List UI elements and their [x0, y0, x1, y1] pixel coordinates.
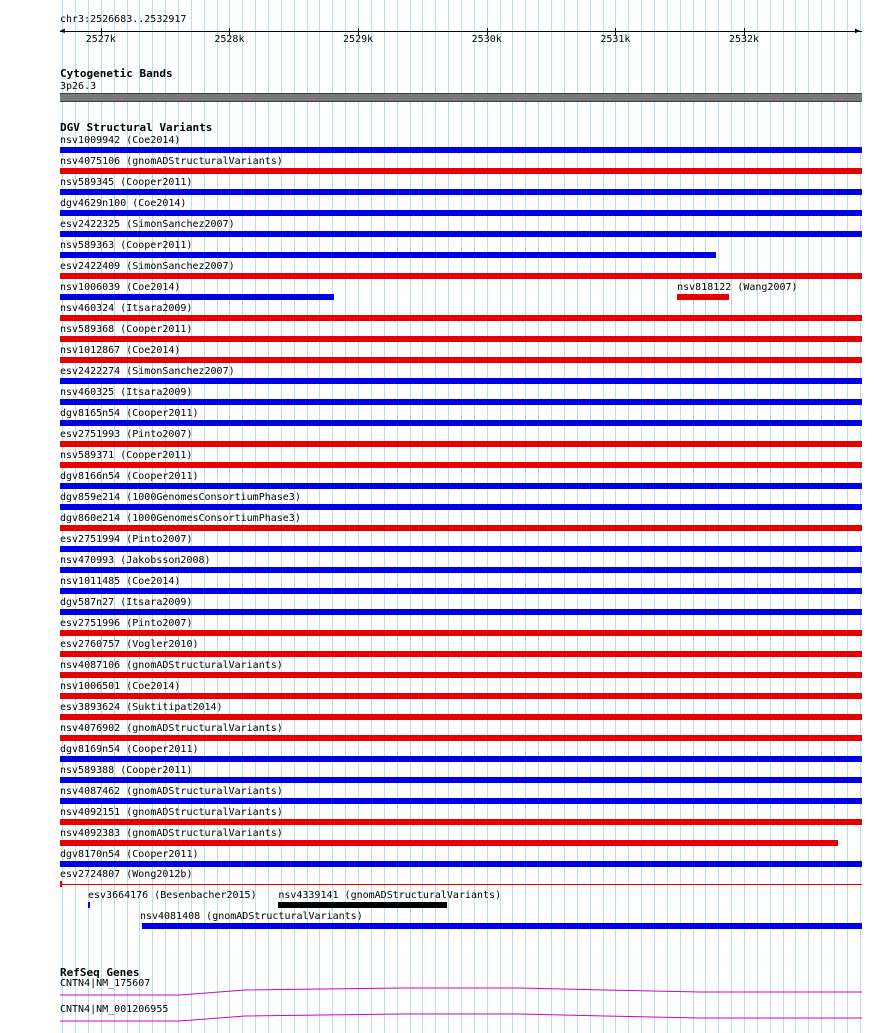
variant-id: nsv4076902: [60, 723, 121, 734]
variant-study: (gnomADStructuralVariants): [200, 911, 363, 922]
grid-line: [654, 0, 655, 1033]
variant-id: nsv589388: [60, 765, 115, 776]
grid-line: [667, 0, 668, 1033]
variant-label[interactable]: [60, 828, 283, 839]
variant-label[interactable]: [60, 681, 180, 692]
variant-study: (Suktitipat2014): [120, 702, 223, 713]
variant-study: (Cooper2011): [114, 177, 193, 188]
variant-id: nsv460324: [60, 303, 115, 314]
variant-label[interactable]: [140, 911, 363, 922]
variant-label[interactable]: [60, 723, 283, 734]
variant-id: nsv589368: [60, 324, 115, 335]
variant-study: (Coe2014): [120, 681, 181, 692]
variant-id: dgv8169n54: [60, 744, 121, 755]
variant-bar[interactable]: [278, 902, 447, 908]
variant-id: nsv4081408: [139, 911, 201, 922]
variant-id: dgv860e214: [60, 513, 121, 524]
gene-intron-path: [60, 988, 862, 995]
grid-line: [770, 0, 771, 1033]
gene-label[interactable]: CNTN4|NM_001206955: [60, 1004, 169, 1015]
variant-id: nsv589371: [60, 450, 115, 461]
variant-id: esv2751994: [60, 534, 121, 545]
variant-bar[interactable]: [60, 861, 862, 867]
variant-id: dgv8165n54: [60, 408, 121, 419]
grid-line: [731, 0, 732, 1033]
gene-intron-line[interactable]: [0, 986, 890, 1000]
variant-study: (Cooper2011): [120, 408, 199, 419]
variant-bar[interactable]: [60, 378, 862, 384]
variant-label[interactable]: [60, 135, 180, 146]
variant-bar[interactable]: [60, 441, 862, 447]
variant-label[interactable]: [60, 555, 211, 566]
variant-bar[interactable]: [60, 189, 862, 195]
variant-study: (SimonSanchez2007): [120, 366, 235, 377]
variant-id: nsv1006039: [60, 282, 121, 293]
grid-line: [808, 0, 809, 1033]
grid-line: [834, 0, 835, 1033]
variant-label[interactable]: [60, 345, 180, 356]
variant-label[interactable]: [60, 282, 180, 293]
gene-intron-path: [60, 1014, 862, 1021]
grid-line: [718, 0, 719, 1033]
variant-id: dgv8166n54: [60, 471, 121, 482]
grid-line: [680, 0, 681, 1033]
variant-label[interactable]: [60, 219, 235, 230]
variant-id: nsv589345: [60, 177, 115, 188]
grid-line: [345, 0, 346, 1033]
variant-id: esv2760757: [60, 639, 121, 650]
variant-id: esv2422325: [60, 219, 121, 230]
variant-study: (gnomADStructuralVariants): [338, 890, 502, 901]
variant-bar[interactable]: [60, 168, 862, 174]
variant-id: nsv1011485: [60, 576, 121, 587]
variant-study: (gnomADStructuralVariants): [120, 660, 283, 671]
ruler-tick-label: 2528k: [214, 34, 245, 45]
grid-line: [307, 0, 308, 1033]
ruler-axis: [60, 31, 862, 32]
variant-bar[interactable]: [60, 294, 334, 300]
variant-label[interactable]: [60, 639, 199, 650]
variant-label[interactable]: [60, 660, 283, 671]
variant-label[interactable]: [60, 492, 301, 503]
variant-study: (Coe2014): [120, 576, 181, 587]
variant-study: (gnomADStructuralVariants): [120, 828, 283, 839]
variant-label[interactable]: [60, 429, 192, 440]
variant-study: (SimonSanchez2007): [120, 261, 235, 272]
variant-id: nsv589363: [60, 240, 115, 251]
variant-bar[interactable]: [88, 902, 90, 908]
variant-bar[interactable]: [60, 609, 862, 615]
variant-bar[interactable]: [60, 420, 862, 426]
variant-label[interactable]: [60, 471, 199, 482]
variant-label[interactable]: [60, 408, 199, 419]
variant-bar[interactable]: [677, 294, 728, 300]
ruler-tick-label: 2530k: [471, 34, 502, 45]
variant-label[interactable]: [88, 890, 257, 901]
variant-study: (Itsara2009): [114, 387, 193, 398]
variant-label[interactable]: [60, 198, 186, 209]
variant-study: (Coe2014): [126, 198, 187, 209]
variant-study: (Itsara2009): [114, 303, 193, 314]
dgv-track-title: DGV Structural Variants: [60, 121, 213, 134]
variant-id: nsv470993: [60, 555, 115, 566]
variant-bar[interactable]: [60, 483, 862, 489]
variant-study: (Wong2012b): [120, 869, 193, 880]
variant-study: (Coe2014): [120, 135, 181, 146]
variant-id: esv3893624: [60, 702, 121, 713]
grid-line: [371, 0, 372, 1033]
variant-bar[interactable]: [60, 252, 716, 258]
variant-id: dgv8170n54: [60, 849, 121, 860]
variant-label[interactable]: [60, 744, 199, 755]
variant-bar[interactable]: [60, 315, 862, 321]
grid-line: [500, 0, 501, 1033]
variant-study: (Cooper2011): [114, 450, 193, 461]
grid-line: [590, 0, 591, 1033]
grid-line: [783, 0, 784, 1033]
variant-label[interactable]: [677, 282, 797, 293]
variant-label[interactable]: [60, 177, 192, 188]
variant-label[interactable]: [60, 366, 235, 377]
grid-line: [525, 0, 526, 1033]
variant-label[interactable]: [60, 765, 192, 776]
variant-bar[interactable]: [60, 210, 862, 216]
variant-bar[interactable]: [60, 546, 862, 552]
variant-study: (Cooper2011): [114, 765, 193, 776]
variant-label[interactable]: [60, 303, 192, 314]
variant-study: (Coe2014): [120, 282, 181, 293]
variant-id: dgv859e214: [60, 492, 121, 503]
variant-bar[interactable]: [60, 588, 862, 594]
variant-id: nsv4339141: [278, 890, 339, 901]
variant-id: nsv4092151: [60, 807, 121, 818]
grid-line: [860, 0, 861, 1033]
grid-line: [577, 0, 578, 1033]
variant-id: nsv4087106: [60, 660, 121, 671]
variant-bar[interactable]: [60, 357, 862, 363]
grid-line: [487, 0, 488, 1033]
variant-id: esv2422274: [60, 366, 121, 377]
variant-bar[interactable]: [60, 336, 862, 342]
variant-label[interactable]: [60, 786, 283, 797]
variant-id: nsv1009942: [60, 135, 121, 146]
variant-bar[interactable]: [60, 147, 862, 153]
grid-line: [628, 0, 629, 1033]
variant-bar[interactable]: [60, 399, 862, 405]
cytoband-track-title: Cytogenetic Bands: [60, 67, 173, 80]
variant-bar[interactable]: [60, 567, 862, 573]
ruler: [60, 0, 862, 50]
variant-label[interactable]: [60, 240, 192, 251]
variant-id: nsv1012867: [60, 345, 121, 356]
grid-line: [397, 0, 398, 1033]
variant-id: dgv4629n100: [60, 198, 127, 209]
grid-line: [435, 0, 436, 1033]
variant-label[interactable]: [60, 261, 235, 272]
grid-line: [564, 0, 565, 1033]
gene-label[interactable]: CNTN4|NM_175607: [60, 978, 151, 989]
variant-bar[interactable]: [60, 672, 862, 678]
variant-study: (Vogler2010): [120, 639, 199, 650]
variant-label[interactable]: [60, 702, 223, 713]
grid-line: [384, 0, 385, 1033]
grid-line: [461, 0, 462, 1033]
variant-id: nsv818122: [677, 282, 732, 293]
grid-line: [603, 0, 604, 1033]
grid-line: [332, 0, 333, 1033]
variant-study: (gnomADStructuralVariants): [120, 786, 283, 797]
variant-label[interactable]: [278, 890, 501, 901]
variant-bar[interactable]: [60, 231, 862, 237]
variant-id: nsv460325: [60, 387, 115, 398]
cytoband-label: 3p26.3: [60, 81, 97, 92]
variant-label[interactable]: [60, 387, 192, 398]
variant-label[interactable]: [60, 807, 283, 818]
variant-bar[interactable]: [60, 273, 862, 279]
variant-id: esv2422409: [60, 261, 121, 272]
ruler-tick-label: 2527k: [85, 34, 116, 45]
variant-bar[interactable]: [60, 630, 862, 636]
variant-label[interactable]: [60, 576, 180, 587]
grid-line: [319, 0, 320, 1033]
grid-line: [474, 0, 475, 1033]
variant-bar[interactable]: [60, 714, 862, 720]
variant-label[interactable]: [60, 869, 192, 880]
variant-study: (Pinto2007): [120, 429, 193, 440]
variant-study: (Cooper2011): [114, 324, 193, 335]
variant-id: nsv1006501: [60, 681, 121, 692]
grid-line: [795, 0, 796, 1033]
grid-line: [512, 0, 513, 1033]
variant-bar[interactable]: [60, 798, 862, 804]
ruler-tick-label: 2531k: [600, 34, 631, 45]
variant-bar[interactable]: [60, 756, 862, 762]
variant-bar[interactable]: [60, 819, 862, 825]
variant-label[interactable]: [60, 156, 283, 167]
grid-line: [821, 0, 822, 1033]
variant-study: (Cooper2011): [120, 849, 199, 860]
grid-line: [410, 0, 411, 1033]
variant-bar[interactable]: [60, 651, 862, 657]
ruler-tick-label: 2529k: [343, 34, 374, 45]
variant-study: (Jakobsson2008): [114, 555, 211, 566]
variant-bar[interactable]: [60, 462, 862, 468]
variant-study: (Besenbacher2015): [148, 890, 257, 901]
variant-study: (Cooper2011): [114, 240, 193, 251]
variant-bar[interactable]: [60, 777, 862, 783]
variant-id: dgv587n27: [60, 597, 115, 608]
grid-line: [615, 0, 616, 1033]
variant-bar[interactable]: [60, 504, 862, 510]
variant-bar[interactable]: [60, 840, 838, 846]
variant-study: (Cooper2011): [120, 471, 199, 482]
variant-label[interactable]: [60, 618, 192, 629]
variant-study: (Pinto2007): [120, 534, 193, 545]
ruler-tick-label: 2532k: [728, 34, 760, 45]
variant-study: (Coe2014): [120, 345, 181, 356]
variant-study: (1000GenomesConsortiumPhase3): [120, 492, 301, 503]
variant-label[interactable]: [60, 513, 301, 524]
variant-label[interactable]: [60, 534, 192, 545]
variant-id: nsv4087462: [60, 786, 121, 797]
variant-label[interactable]: [60, 597, 192, 608]
variant-id: esv2724807: [60, 869, 121, 880]
variant-id: esv2751996: [60, 618, 121, 629]
variant-study: (SimonSanchez2007): [120, 219, 235, 230]
variant-id: nsv4092383: [60, 828, 121, 839]
variant-label[interactable]: [60, 450, 192, 461]
grid-line: [358, 0, 359, 1033]
variant-id: nsv4075106: [60, 156, 121, 167]
variant-study: (Itsara2009): [114, 597, 193, 608]
variant-study: (gnomADStructuralVariants): [120, 723, 283, 734]
track-boundary-line: [60, 884, 862, 885]
variant-study: (Cooper2011): [120, 744, 199, 755]
variant-id: esv3664176: [88, 890, 149, 901]
grid-line: [847, 0, 848, 1033]
variant-study: (1000GenomesConsortiumPhase3): [120, 513, 301, 524]
grid-line: [705, 0, 706, 1033]
grid-line: [538, 0, 539, 1033]
grid-line: [757, 0, 758, 1033]
variant-bar[interactable]: [142, 923, 862, 929]
grid-line: [448, 0, 449, 1033]
cytoband-bar[interactable]: [60, 93, 862, 102]
variant-label[interactable]: [60, 324, 192, 335]
grid-line: [641, 0, 642, 1033]
gene-intron-line[interactable]: [0, 1012, 890, 1026]
variant-study: (gnomADStructuralVariants): [120, 807, 283, 818]
grid-line: [551, 0, 552, 1033]
variant-bar[interactable]: [60, 735, 862, 741]
location-label: chr3:2526683..2532917: [60, 14, 187, 25]
variant-study: (Wang2007): [731, 282, 798, 293]
variant-study: (gnomADStructuralVariants): [120, 156, 283, 167]
ruler-right-arrow-icon: ▶: [855, 26, 860, 35]
variant-study: (Pinto2007): [120, 618, 193, 629]
ruler-left-arrow-icon: ◀: [60, 26, 65, 35]
grid-line: [744, 0, 745, 1033]
variant-bar[interactable]: [60, 693, 862, 699]
variant-bar[interactable]: [60, 525, 862, 531]
variant-label[interactable]: [60, 849, 199, 860]
grid-line: [693, 0, 694, 1033]
grid-line: [422, 0, 423, 1033]
refseq-track-title: RefSeq Genes: [60, 966, 140, 979]
variant-id: esv2751993: [60, 429, 121, 440]
